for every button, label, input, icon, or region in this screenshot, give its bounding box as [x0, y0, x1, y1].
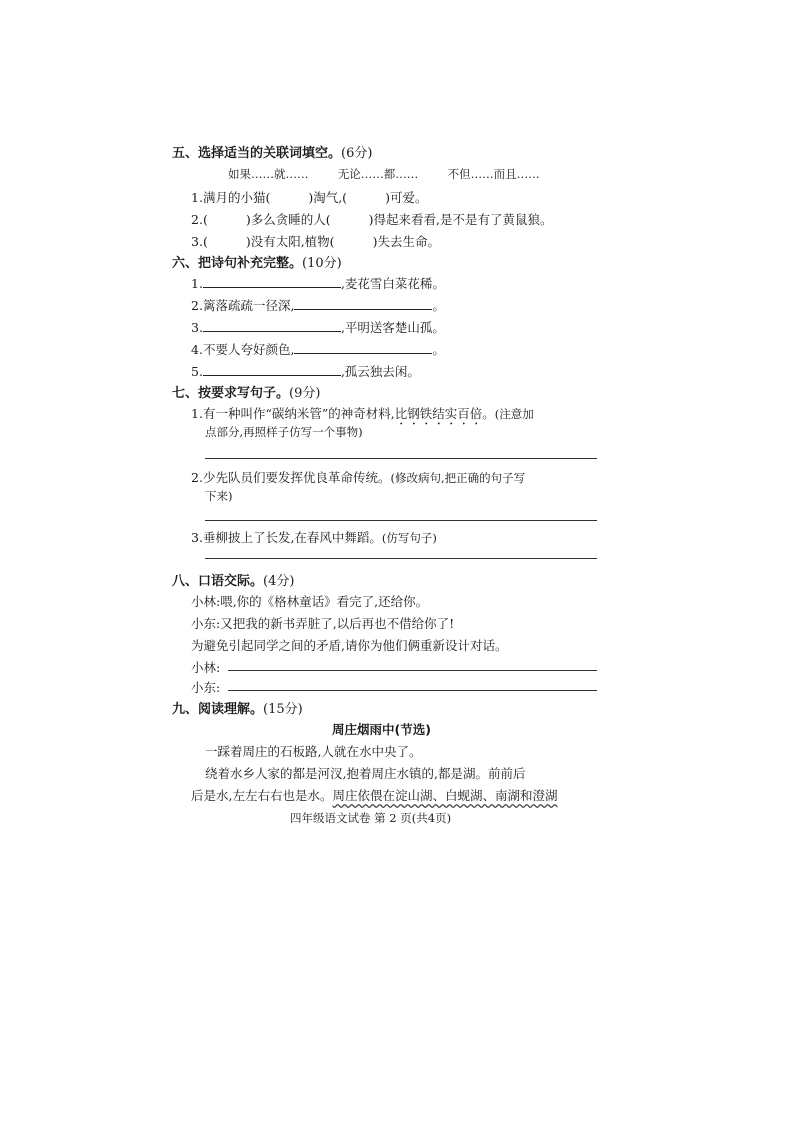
passage-title: 周庄烟雨中(节选) [332, 722, 431, 737]
dialogue-label-2: 小东: [191, 680, 221, 695]
s7-question-1: 1.有一种叫作“碳纳米管”的神奇材料,比钢铁结实百倍。(注意加 [191, 406, 534, 421]
s7-q1-note-cont: 点部分,再照样子仿写一个事物) [205, 425, 363, 439]
option-2: 无论……都…… [337, 167, 419, 181]
answer-line-8-2[interactable] [228, 690, 597, 691]
section-7-heading: 七、按要求写句子。(9分) [172, 386, 321, 401]
section-9-heading: 九、阅读理解。(15分) [172, 702, 303, 717]
s7-question-2: 2.少先队员们要发挥优良革命传统。(修改病句,把正确的句子写 [191, 470, 526, 485]
poem-line-4: 4.不要人夸好颜色, 。 [191, 342, 445, 357]
answer-line-8-1[interactable] [228, 670, 597, 671]
conjunction-options [228, 166, 540, 182]
answer-line-7-3[interactable] [205, 558, 597, 559]
poem-line-2: 2.篱落疏疏一径深, 。 [191, 298, 445, 313]
option-1: 如果……就…… [228, 167, 309, 181]
poem-line-1: 1. ,麦花雪白菜花稀。 [191, 276, 445, 291]
dialogue-label-1: 小林: [191, 660, 221, 675]
poem-line-5: 5. ,孤云独去闲。 [191, 364, 420, 379]
poem-line-3: 3. ,平明送客楚山孤。 [191, 320, 445, 335]
s5-question-2: 2.( )多么贪睡的人( )得起来看看,是不是有了黄鼠狼。 [191, 212, 553, 227]
section-6-heading: 六、把诗句补充完整。(10分) [172, 256, 342, 271]
answer-line-7-1[interactable] [205, 458, 597, 459]
page-footer: 四年级语文试卷 第 2 页(共4页) [290, 811, 452, 825]
wavy-underlined-phrase: 周庄依偎在淀山湖、白蚬湖、南湖和澄湖 [332, 788, 558, 803]
dialogue-line-1: 小林:喂,你的《格林童话》看完了,还给你。 [191, 594, 429, 609]
dialogue-line-2: 小东:又把我的新书弄脏了,以后再也不借给你了! [191, 616, 455, 631]
passage-paragraph-2-line-1: 绕着水乡人家的都是河汊,抱着周庄水镇的,都是湖。前前后 [205, 766, 526, 781]
poem-blank-4[interactable] [294, 341, 432, 354]
option-3: 不但……而且…… [447, 167, 540, 181]
poem-blank-5[interactable] [203, 363, 341, 376]
dialogue-instruction: 为避免引起同学之间的矛盾,请你为他们俩重新设计对话。 [191, 638, 508, 653]
s7-question-3: 3.垂柳披上了长发,在春风中舞蹈。(仿写句子) [191, 530, 437, 545]
s5-question-3: 3.( )没有太阳,植物( )失去生命。 [191, 234, 440, 249]
poem-blank-1[interactable] [203, 275, 341, 288]
s7-q2-note-cont: 下来) [205, 489, 233, 503]
s5-question-1: 1.满月的小猫( )淘气,( )可爱。 [191, 190, 428, 205]
section-8-heading: 八、口语交际。(4分) [172, 574, 295, 589]
poem-blank-3[interactable] [203, 319, 341, 332]
passage-paragraph-1: 一踩着周庄的石板路,人就在水中央了。 [205, 744, 422, 759]
dotted-phrase: 比钢铁结实百倍 [394, 406, 483, 421]
passage-paragraph-2-line-2: 后是水,左左右右也是水。周庄依偎在淀山湖、白蚬湖、南湖和澄湖 [191, 788, 558, 803]
section-5-heading: 五、选择适当的关联词填空。(6分) [172, 146, 373, 161]
answer-line-7-2[interactable] [205, 520, 597, 521]
poem-blank-2[interactable] [294, 297, 432, 310]
